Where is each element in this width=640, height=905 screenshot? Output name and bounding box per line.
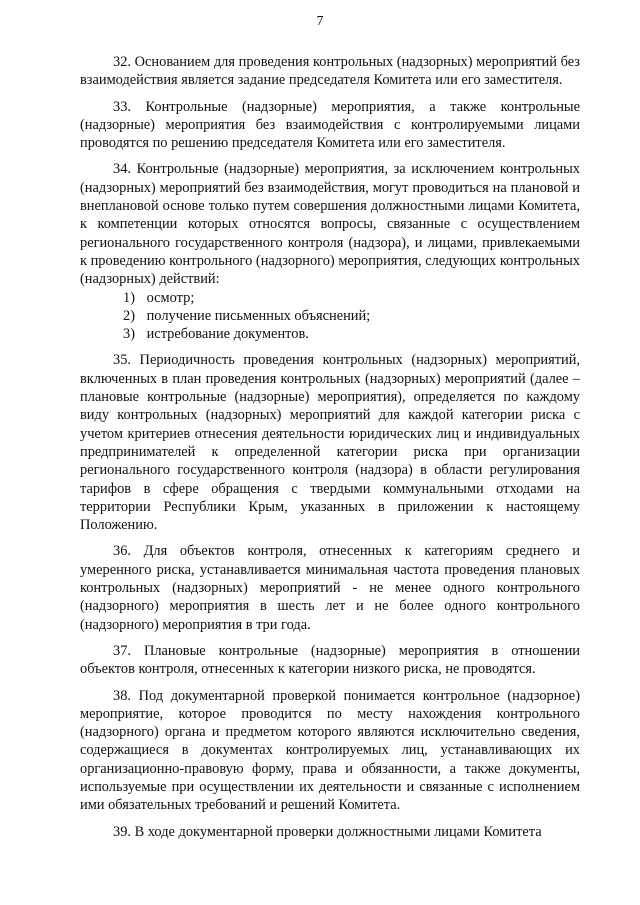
paragraph-33: 33. Контрольные (надзорные) мероприятия, а также контрольные (надзорные) мероприятия без взаимодействия с контролируемыми лицами проводятся по решению председателя Комитета или его заместителя. <box>80 98 580 152</box>
list-item: 1) осмотр; <box>123 289 195 306</box>
actions-list <box>80 289 580 344</box>
document-body <box>80 53 580 849</box>
paragraph-38: 38. Под документарной проверкой понимается контрольное (надзорное) мероприятие, которое проводится по месту нахождения контрольного (надзорного) органа и предметом которого являются исключительно сведения, содержащиеся в документах контролируемых лиц, устанавливающих их организационно-правовую форму, права и обязанности, а также документы, используемые при осуществлении их деятельности и связанные с исполнением ими обязательных требований и решений Комитета. <box>80 687 580 814</box>
list-item: 2) получение письменных объяснений; <box>123 307 371 324</box>
paragraph-35: 35. Периодичность проведения контрольных (надзорных) мероприятий, включенных в план проведения контрольных (надзорных) мероприятий (далее – плановые контрольные (надзорные) мероприятия), определяется по каждому виду контрольных (надзорных) мероприятий для каждой категории риска с учетом критериев отнесения деятельности юридических лиц и индивидуальных предпринимателей к определенной категории риска при организации регионального государственного контроля (надзора) в области регулирования тарифов в сфере обращения с твердыми коммунальными отходами на территории Республики Крым, указанных в приложении к настоящему Положению. <box>80 352 580 534</box>
paragraph-39: 39. В ходе документарной проверки должностными лицами Комитета <box>113 823 542 840</box>
list-item: 3) истребование документов. <box>123 326 309 343</box>
paragraph-34: 34. Контрольные (надзорные) мероприятия, за исключением контрольных (надзорных) мероприятий без взаимодействия, могут проводиться на плановой и внеплановой основе только путем совершения должностными лицами Комитета, к компетенции которых относятся вопросы, связанные с осуществлением регионального государственного контроля (надзора), и лицами, привлекаемыми к проведению контрольного (надзорного) мероприятия, следующих контрольных (надзорных) действий: <box>80 161 580 288</box>
paragraph-32: 32. Основанием для проведения контрольных (надзорных) мероприятий без взаимодействия является задание председателя Комитета или его заместителя. <box>80 54 580 89</box>
paragraph-37: 37. Плановые контрольные (надзорные) мероприятия в отношении объектов контроля, отнесенных к категории низкого риска, не проводятся. <box>80 642 580 678</box>
paragraph-36: 36. Для объектов контроля, отнесенных к категориям среднего и умеренного риска, устанавливается минимальная частота проведения плановых контрольных (надзорных) мероприятий - не менее одного контрольного (надзорного) мероприятия в шесть лет и не более одного контрольного (надзорного) мероприятия в три года. <box>80 543 580 633</box>
page-number: 7 <box>316 14 324 29</box>
